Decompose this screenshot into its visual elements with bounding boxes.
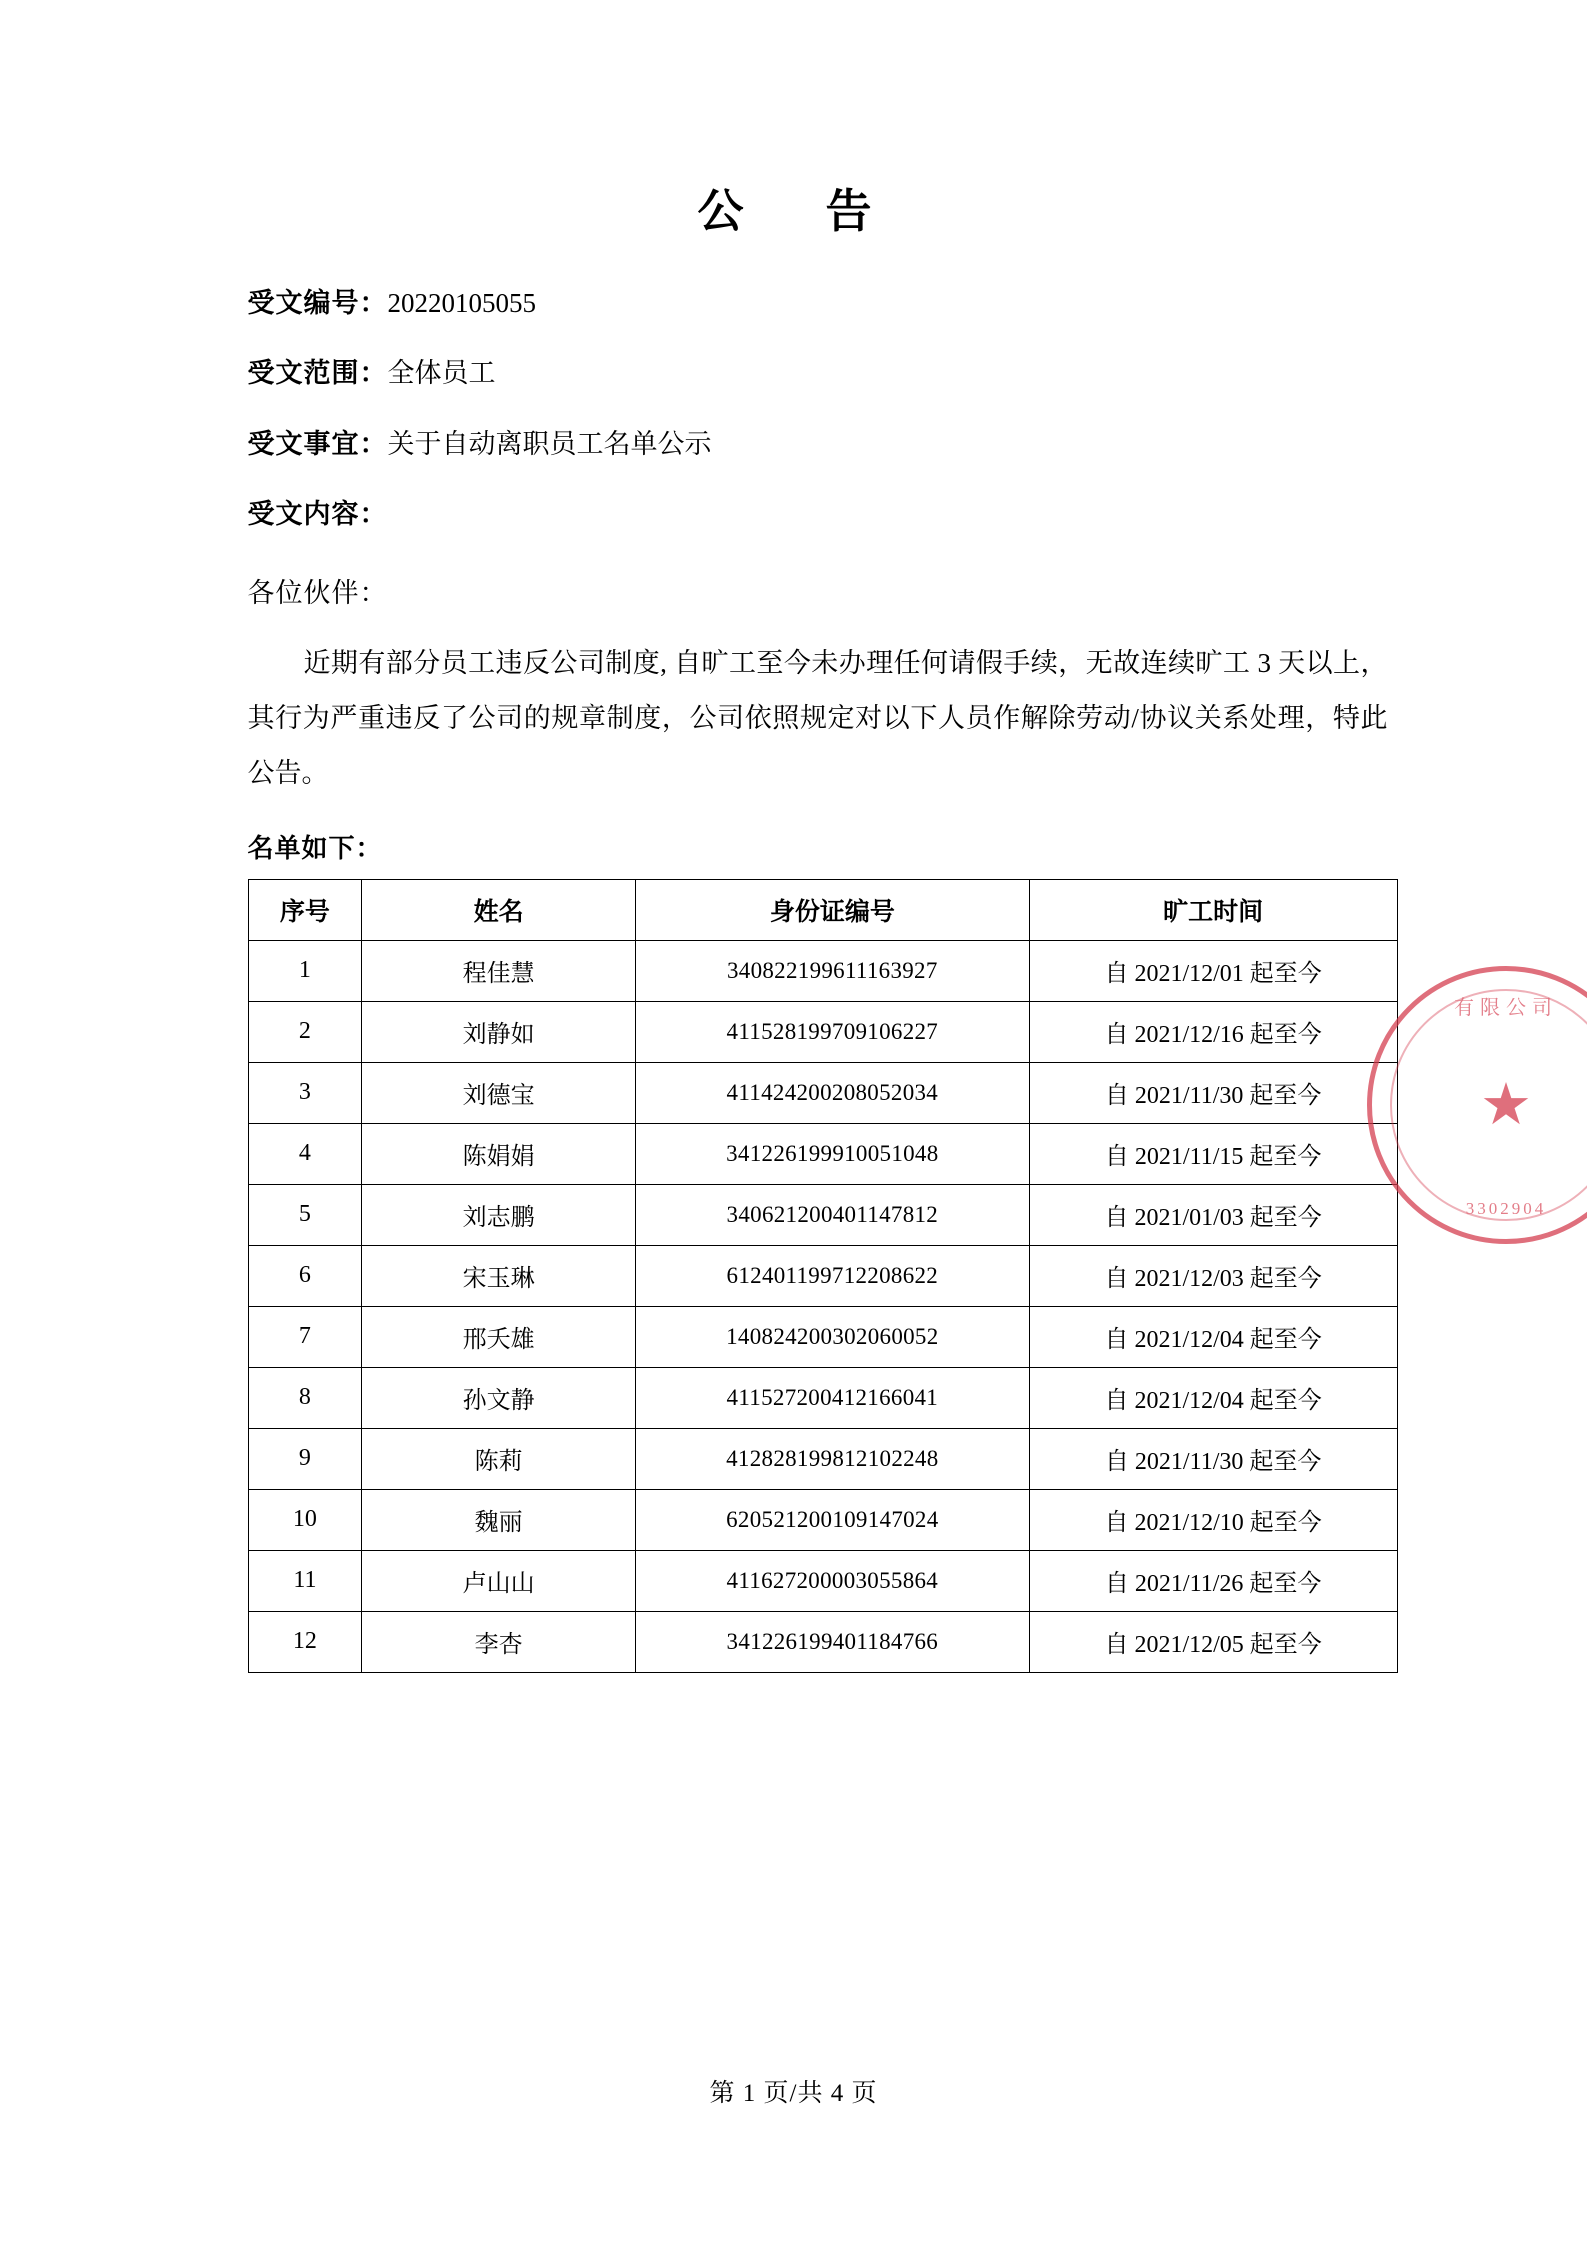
column-header-time: 旷工时间: [1029, 879, 1397, 940]
table-row: [248, 1611, 1397, 1672]
field-label: 受文编号：: [247, 287, 388, 318]
field-row-subject: [248, 424, 1408, 465]
cell-name: 刘志鹏: [362, 1184, 636, 1245]
cell-seq: 4: [248, 1123, 362, 1184]
cell-id: 620521200109147024: [635, 1489, 1029, 1550]
cell-time: 自 2021/12/03 起至今: [1029, 1245, 1397, 1306]
cell-seq: 8: [248, 1367, 362, 1428]
cell-time: 自 2021/11/30 起至今: [1029, 1062, 1397, 1123]
document-body: [180, 283, 1408, 1673]
field-value: 20220105055: [387, 287, 536, 318]
page-footer: 第 1 页/共 4 页: [709, 2080, 878, 2107]
cell-name: 陈娟娟: [362, 1123, 636, 1184]
cell-time: 自 2021/11/15 起至今: [1029, 1123, 1397, 1184]
cell-id: 411528199709106227: [635, 1001, 1029, 1062]
cell-seq: 2: [248, 1001, 362, 1062]
column-header-name: 姓名: [362, 879, 636, 940]
cell-time: 自 2021/01/03 起至今: [1029, 1184, 1397, 1245]
table-row: [248, 1062, 1397, 1123]
roster-label: 名单如下：: [247, 833, 383, 863]
cell-name: 魏丽: [362, 1489, 636, 1550]
body-paragraph: 近期有部分员工违反公司制度, 自旷工至今未办理任何请假手续，无故连续旷工 3 天以上，其行为严重违反了公司的规章制度，公司依照规定对以下人员作解除劳动/协议关系处理，特此公告。: [247, 647, 1388, 789]
column-header-seq: 序号: [248, 879, 362, 940]
cell-seq: 6: [248, 1245, 362, 1306]
cell-name: 李杏: [362, 1611, 636, 1672]
cell-id: 340621200401147812: [635, 1184, 1029, 1245]
salutation: 各位伙伴：: [247, 577, 388, 608]
cell-seq: 9: [248, 1428, 362, 1489]
column-header-id: 身份证编号: [635, 879, 1029, 940]
cell-id: 411527200412166041: [635, 1367, 1029, 1428]
table-row: [248, 1184, 1397, 1245]
cell-name: 程佳慧: [362, 940, 636, 1001]
table-row: [248, 1367, 1397, 1428]
cell-name: 陈莉: [362, 1428, 636, 1489]
roster-table: [248, 879, 1398, 1673]
star-icon: ★: [1480, 1072, 1532, 1137]
cell-time: 自 2021/12/04 起至今: [1029, 1367, 1397, 1428]
cell-seq: 1: [248, 940, 362, 1001]
cell-time: 自 2021/12/16 起至今: [1029, 1001, 1397, 1062]
cell-id: 411627200003055864: [635, 1550, 1029, 1611]
field-row-audience: [248, 353, 1408, 394]
cell-name: 邢夭雄: [362, 1306, 636, 1367]
cell-time: 自 2021/11/26 起至今: [1029, 1550, 1397, 1611]
cell-name: 宋玉琳: [362, 1245, 636, 1306]
cell-id: 412828199812102248: [635, 1428, 1029, 1489]
cell-time: 自 2021/11/30 起至今: [1029, 1428, 1397, 1489]
field-label: 受文内容：: [247, 499, 388, 530]
field-value: 关于自动离职员工名单公示: [387, 428, 712, 459]
cell-time: 自 2021/12/10 起至今: [1029, 1489, 1397, 1550]
seal-top-text: 有限公司: [1454, 997, 1558, 1019]
table-row: [248, 1306, 1397, 1367]
table-row: [248, 1489, 1397, 1550]
seal-bottom-text: 3302904: [1465, 1199, 1547, 1218]
field-row-content: [248, 494, 1408, 535]
cell-id: 411424200208052034: [635, 1062, 1029, 1123]
cell-time: 自 2021/12/01 起至今: [1029, 940, 1397, 1001]
cell-time: 自 2021/12/05 起至今: [1029, 1611, 1397, 1672]
table-row: [248, 1245, 1397, 1306]
cell-seq: 10: [248, 1489, 362, 1550]
field-label: 受文范围：: [247, 358, 388, 389]
table-row: [248, 1001, 1397, 1062]
field-row-document-number: [248, 283, 1408, 324]
field-value: 全体员工: [387, 358, 496, 389]
table-row: [248, 1123, 1397, 1184]
cell-id: 341226199910051048: [635, 1123, 1029, 1184]
table-row: [248, 940, 1397, 1001]
cell-id: 612401199712208622: [635, 1245, 1029, 1306]
cell-seq: 7: [248, 1306, 362, 1367]
cell-id: 140824200302060052: [635, 1306, 1029, 1367]
cell-time: 自 2021/12/04 起至今: [1029, 1306, 1397, 1367]
cell-seq: 5: [248, 1184, 362, 1245]
cell-seq: 12: [248, 1611, 362, 1672]
table-header-row: [248, 879, 1397, 940]
table-row: [248, 1550, 1397, 1611]
table-row: [248, 1428, 1397, 1489]
cell-id: 340822199611163927: [635, 940, 1029, 1001]
cell-name: 孙文静: [362, 1367, 636, 1428]
field-label: 受文事宜：: [247, 428, 388, 459]
cell-name: 刘静如: [362, 1001, 636, 1062]
page-title: 公 告: [697, 184, 890, 238]
cell-id: 341226199401184766: [635, 1611, 1029, 1672]
cell-seq: 11: [248, 1550, 362, 1611]
cell-seq: 3: [248, 1062, 362, 1123]
cell-name: 卢山山: [362, 1550, 636, 1611]
cell-name: 刘德宝: [362, 1062, 636, 1123]
